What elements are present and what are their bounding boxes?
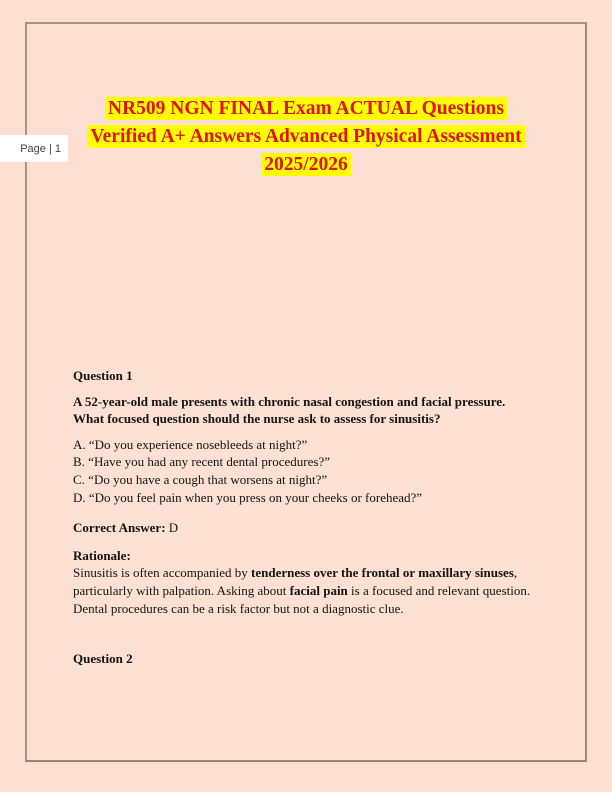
rationale-heading: Rationale: [73,547,131,563]
correct-answer-value: D [165,520,179,536]
page-number-label: Page | 1 [0,135,68,162]
answer-options [73,436,543,506]
question-1-heading: Question 1 [73,368,133,383]
option-d: D. “Do you feel pain when you press on your cheeks or forehead?” [73,489,423,505]
title-line-2: Verified A+ Answers Advanced Physical Assessment [40,123,572,151]
rationale-text: Sinusitis is often accompanied by tenderness over the frontal or maxillary sinuses, particularly with palpation. Asking about facial pain is a focused and relevant question. [73,565,531,598]
title-line-1: NR509 NGN FINAL Exam ACTUAL Questions [40,95,572,123]
question-content [73,367,543,668]
option-c: C. “Do you have a cough that worsens at night?” [73,471,328,487]
question-2-heading: Question 2 [73,651,133,667]
option-b: B. “Have you had any recent dental procedures?” [73,454,330,470]
document-title [40,95,572,179]
title-line-3: 2025/2026 [40,151,572,179]
question-1-stem [73,393,543,428]
rationale-note: Dental procedures can be a risk factor but not a diagnostic clue. [73,600,404,616]
correct-answer-label: Correct Answer: [73,520,166,536]
stem-line-2: What focused question should the nurse ask to assess for sinusitis? [73,411,441,427]
correct-answer [73,519,543,537]
rationale [73,547,543,617]
stem-line-1: A 52-year-old male presents with chronic nasal congestion and facial pressure. [73,393,506,409]
option-a: A. “Do you experience nosebleeds at night?” [73,436,308,452]
